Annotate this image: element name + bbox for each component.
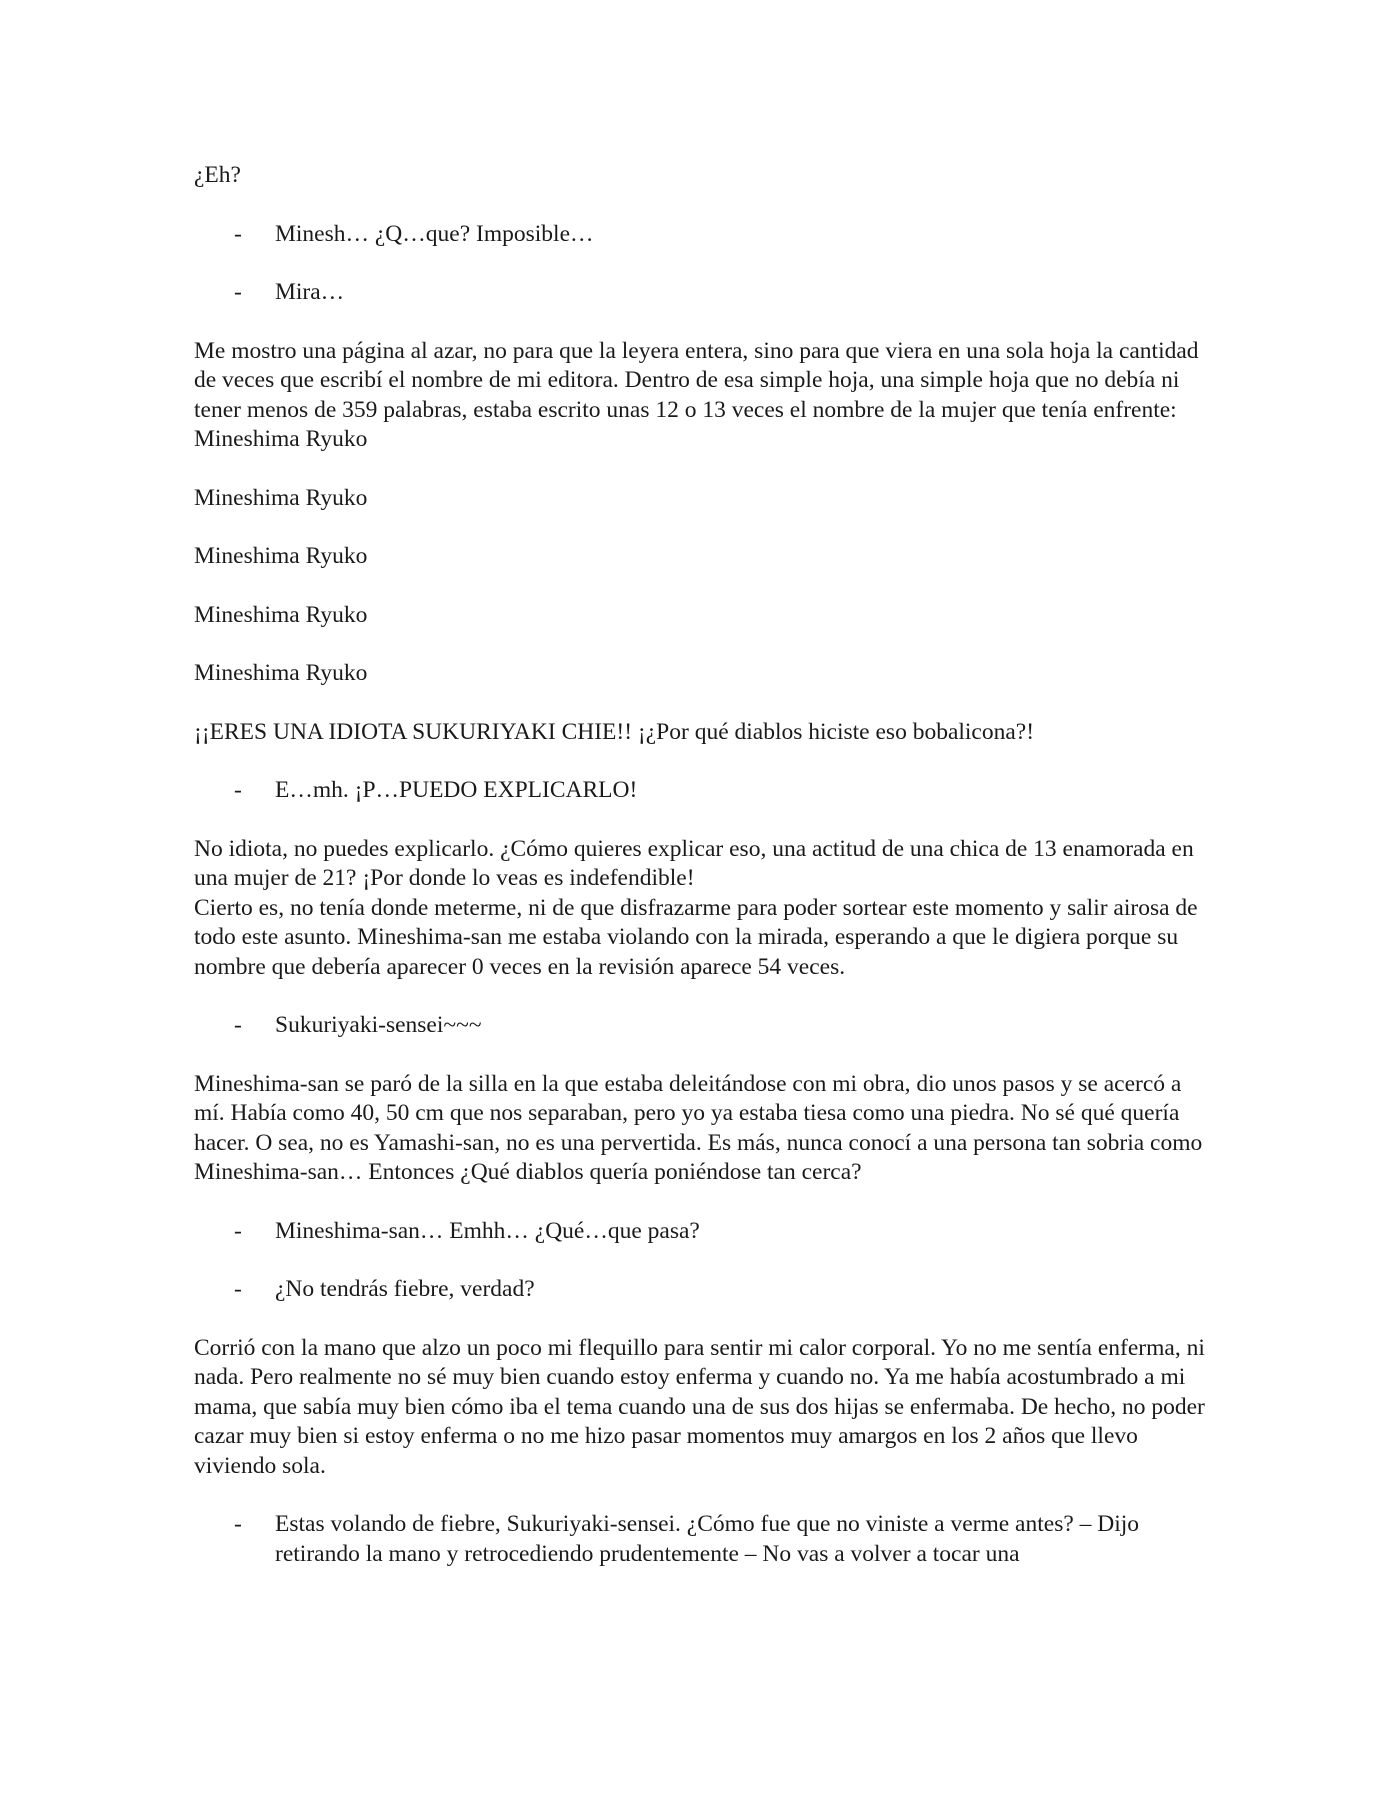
paragraph: Corrió con la mano que alzo un poco mi flequillo para sentir mi calor corporal. Yo no me sentía enferma, ni nada. Pero realmente no sé muy bien cuando estoy enferma y cuando no. Ya me había acostumbrado a mi mama, que sabía muy bien cómo iba el tema cuando una de sus dos hijas se enfermaba. De hecho, no poder cazar muy bien si estoy enferma o no me hizo pasar momentos muy amargos en los 2 años que llevo viviendo sola.	[194, 1334, 1205, 1479]
dialogue-dash: -	[234, 1511, 242, 1537]
dialogue-dash: -	[234, 777, 242, 803]
name-line: Mineshima Ryuko	[194, 660, 368, 686]
dialogue-line	[194, 1510, 1209, 1569]
dialogue-text: Sukuriyaki-sensei~~~	[275, 1012, 482, 1038]
dialogue-text: Estas volando de fiebre, Sukuriyaki-sensei. ¿Cómo fue que no viniste a verme antes? – Dijo retirando la mano y retrocediendo prudentemente – No vas a volver a tocar una	[275, 1511, 1140, 1567]
paragraph: Me mostro una página al azar, no para que la leyera entera, sino para que viera en una sola hoja la cantidad de veces que escribí el nombre de mi editora. Dentro de esa simple hoja, una simple hoja que no debía ni tener menos de 359 palabras, estaba escrito unas 12 o 13 veces el nombre de la mujer que tenía enfrente: Mineshima Ryuko	[194, 337, 1199, 452]
name-line: Mineshima Ryuko	[194, 543, 368, 569]
paragraph: No idiota, no puedes explicarlo. ¿Cómo quieres explicar eso, una actitud de una chica de 13 enamorada en una mujer de 21? ¡Por donde lo veas es indefendible!	[194, 835, 1194, 891]
dialogue-text: Mineshima-san… Emhh… ¿Qué…que pasa?	[275, 1217, 700, 1244]
paragraph-eh: ¿Eh?	[194, 162, 241, 188]
paragraph: Mineshima-san se paró de la silla en la que estaba deleitándose con mi obra, dio unos pasos y se acercó a mí. Había como 40, 50 cm que nos separaban, pero yo ya estaba tiesa como una piedra. No sé qué quería hacer. O sea, no es Yamashi-san, no es una pervertida. Es más, nunca conocí a una persona tan sobria como Mineshima-san… Entonces ¿Qué diablos quería poniéndose tan cerca?	[194, 1070, 1203, 1185]
document-body	[194, 161, 1209, 1598]
dialogue-text: E…mh. ¡P…PUEDO EXPLICARLO!	[275, 777, 638, 803]
paragraph-exclamation: ¡¡ERES UNA IDIOTA SUKURIYAKI CHIE!! ¡¿Por qué diablos hiciste eso bobalicona?!	[194, 718, 1035, 745]
dialogue-dash: -	[234, 220, 242, 247]
name-line: Mineshima Ryuko	[194, 601, 368, 628]
dialogue-dash: -	[234, 1012, 242, 1038]
dialogue-line	[194, 278, 1209, 308]
dialogue-line	[194, 1217, 1209, 1247]
dialogue-text: Minesh… ¿Q…que? Imposible…	[275, 220, 594, 247]
dialogue-dash: -	[234, 279, 242, 305]
dialogue-line	[194, 1011, 1209, 1041]
dialogue-line	[194, 1275, 1209, 1305]
dialogue-line	[194, 220, 1209, 250]
dialogue-dash: -	[234, 1217, 242, 1244]
dialogue-line	[194, 776, 1209, 806]
paragraph: Cierto es, no tenía donde meterme, ni de que disfrazarme para poder sortear este momento y salir airosa de todo este asunto. Mineshima-san me estaba violando con la mirada, esperando a que le digiera porque su nombre que debería aparecer 0 veces en la revisión aparece 54 veces.	[194, 894, 1198, 980]
dialogue-text: ¿No tendrás fiebre, verdad?	[275, 1276, 535, 1302]
name-line: Mineshima Ryuko	[194, 484, 368, 511]
dialogue-dash: -	[234, 1276, 242, 1302]
dialogue-text: Mira…	[275, 279, 345, 305]
